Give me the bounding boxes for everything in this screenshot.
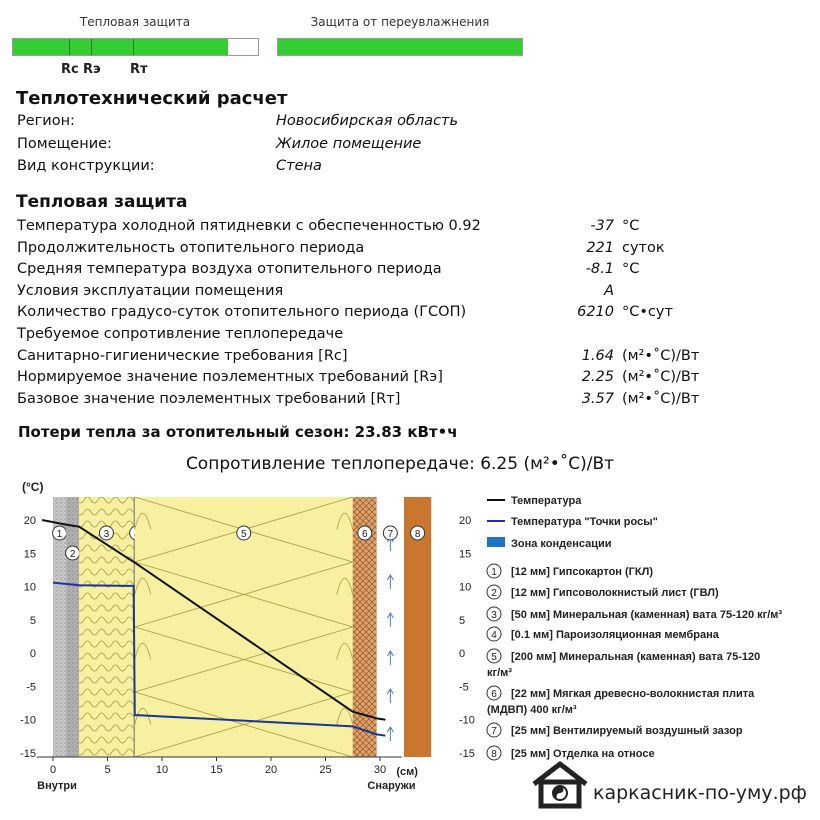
legend-label: [25 мм] Вентилируемый воздушный зазор — [511, 725, 743, 737]
thermal-row-label: Средняя температура воздуха отопительного периода — [17, 261, 442, 278]
y-tick-left: -5 — [26, 681, 36, 694]
calc-title: Теплотехнический расчет — [16, 88, 288, 109]
thermal-row-unit: (м²•˚С)/Вт — [622, 369, 700, 386]
x-tick-label: 10 — [155, 764, 169, 776]
calc-row-value: Стена — [276, 158, 322, 174]
y-tick-left: -10 — [20, 714, 36, 727]
thermal-row-value: 6210 — [577, 304, 614, 321]
thermal-row-label: Базовое значение поэлементных требований [Rт] — [17, 390, 401, 407]
calc-row-label: Вид конструкции: — [17, 158, 155, 174]
thermal-bar-fill — [13, 39, 228, 55]
legend-num: 7 — [491, 726, 497, 737]
calc-row-value: Жилое помещение — [276, 135, 422, 152]
layer-texture-2 — [66, 497, 79, 757]
y-tick-right: 0 — [459, 648, 466, 661]
thermal-row-value — [534, 324, 614, 345]
layer-marker-num-5: 5 — [240, 529, 247, 540]
layer-marker-num-8: 8 — [414, 529, 421, 540]
thermal-row-label: Количество градусо-суток отопительного периода (ГСОП) — [17, 304, 467, 321]
x-tick-label: 25 — [319, 764, 332, 776]
x-tick-label: 15 — [210, 764, 223, 776]
legend-label: [0.1 мм] Пароизоляционная мембрана — [511, 629, 719, 641]
tick-rc — [69, 39, 70, 55]
legend-label-2: (МДВП) 400 кг/м³ — [487, 704, 577, 716]
layer-marker-num-7: 7 — [387, 529, 394, 540]
legend-label: Зона конденсации — [511, 538, 612, 550]
thermal-row-value: 221 — [586, 239, 614, 256]
y-tick-left: -15 — [20, 748, 36, 760]
legend-num: 6 — [491, 689, 497, 700]
legend-num: 8 — [491, 749, 497, 760]
thermal-row-unit: (м²•˚С)/Вт — [622, 390, 700, 407]
calc-row-value: Новосибирская область — [276, 113, 459, 129]
outside-label: Снаружи — [367, 780, 416, 792]
tick-re — [91, 39, 92, 55]
y-tick-right: -15 — [459, 748, 475, 760]
y-tick-right: 10 — [459, 581, 472, 594]
moisture-protection-bar — [277, 38, 523, 56]
y-tick-right: -5 — [459, 681, 469, 694]
legend-condensation-icon — [487, 537, 505, 547]
thermal-row-label: Условия эксплуатации помещения — [17, 282, 284, 299]
layer-marker-num-3: 3 — [103, 529, 110, 540]
legend-label: Температура — [511, 495, 582, 507]
resistance-title: Сопротивление теплопередаче: 6.25 (м²•˚С)/Вт — [185, 454, 615, 474]
x-tick-label: 5 — [104, 764, 111, 776]
legend-num: 1 — [491, 567, 497, 578]
thermal-row-label: Санитарно-гигиенические требования [Rc] — [17, 347, 348, 364]
thermal-row-label: Продолжительность отопительного периода — [17, 239, 365, 256]
y-tick-right: 5 — [459, 614, 466, 627]
watermark-logo — [530, 760, 590, 810]
legend-num: 5 — [491, 652, 497, 663]
legend-num: 3 — [491, 610, 497, 621]
thermal-row-label: Нормируемое значение поэлементных требований [Rэ] — [17, 369, 443, 386]
thermal-row-unit: (м²•˚С)/Вт — [622, 347, 700, 364]
y-tick-left: 10 — [23, 581, 36, 594]
tick-label-re: Rэ — [83, 62, 101, 77]
thermal-row-label: Требуемое сопротивление теплопередаче — [17, 326, 344, 342]
thermal-row-value: -37 — [590, 218, 614, 234]
thermal-row-unit: °С — [622, 218, 640, 234]
thermal-row-value: 1.64 — [581, 347, 614, 364]
thermal-protection-bar — [12, 38, 259, 56]
legend-num: 4 — [491, 630, 497, 641]
y-axis-label: (°С) — [22, 480, 44, 494]
x-tick-label: 0 — [49, 764, 57, 776]
tick-label-rc: Rc — [61, 62, 79, 77]
y-tick-right: 20 — [459, 515, 472, 527]
y-tick-right: 15 — [459, 548, 472, 561]
legend-label: [50 мм] Минеральная (каменная) вата 75-120 кг/м³ — [511, 609, 783, 621]
house-logo-icon — [530, 760, 590, 810]
legend-label: [12 мм] Гипсоволокнистый лист (ГВЛ) — [511, 587, 719, 599]
layer-marker-num-6: 6 — [361, 529, 368, 540]
y-tick-left: 15 — [23, 548, 36, 561]
legend-label-2: кг/м³ — [487, 667, 512, 679]
heat-losses: Потери тепла за отопительный сезон: 23.83 кВт•ч — [18, 423, 458, 441]
y-tick-left: 20 — [23, 515, 36, 527]
x-tick-label: 20 — [264, 764, 278, 776]
thermal-row-label: Температура холодной пятидневки с обеспеченностью 0.92 — [17, 218, 481, 234]
thermal-title: Тепловая защита — [16, 192, 188, 212]
thermal-row-value: А — [604, 282, 614, 299]
moisture-bar-label: Защита от переувлажнения — [310, 15, 490, 29]
layer-marker-num-2: 2 — [69, 549, 76, 560]
legend-label: [25 мм] Отделка на относе — [511, 748, 655, 760]
inside-label: Внутри — [37, 780, 77, 792]
moisture-bar-fill — [278, 39, 522, 55]
x-tick-label: 30 — [373, 764, 387, 776]
thermal-row-value: -8.1 — [585, 261, 614, 278]
calc-row-label: Помещение: — [17, 135, 112, 152]
thermal-row-unit: суток — [622, 239, 665, 256]
thermal-row-value: 3.57 — [581, 390, 614, 407]
calc-row-label: Регион: — [17, 113, 75, 129]
legend-label: [22 мм] Мягкая древесно-волокнистая плита — [511, 688, 755, 700]
y-tick-left: 0 — [29, 648, 36, 661]
tick-rt — [133, 39, 134, 55]
legend-label: [200 мм] Минеральная (каменная) вата 75-120 — [511, 651, 761, 663]
watermark-text: каркасник-по-уму.рф — [593, 782, 807, 804]
y-tick-left: 5 — [29, 614, 36, 627]
legend-label: [12 мм] Гипсокартон (ГКЛ) — [511, 566, 654, 578]
thermal-row-unit: °С — [622, 261, 640, 278]
temperature-chart — [0, 470, 820, 820]
thermal-bar-label: Тепловая защита — [79, 15, 191, 29]
thermal-row-unit: °С•сут — [622, 304, 673, 321]
thermal-row-value: 2.25 — [581, 369, 614, 386]
y-tick-right: -10 — [459, 714, 475, 727]
x-axis-label: (см) — [396, 766, 418, 778]
legend-num: 2 — [491, 588, 497, 599]
tick-label-rt: Rт — [130, 62, 148, 77]
layer-marker-num-1: 1 — [56, 529, 63, 540]
legend-label: Температура "Точки росы" — [511, 516, 658, 528]
